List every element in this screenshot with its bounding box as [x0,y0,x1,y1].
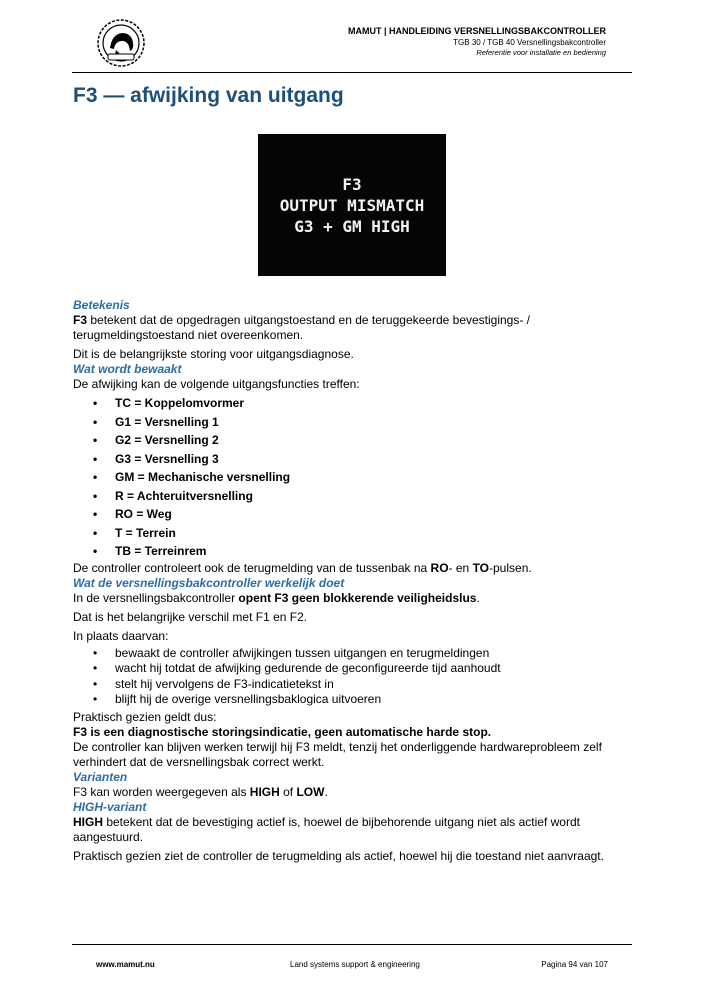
paragraph: F3 betekent dat de opgedragen uitgangstoestand en de teruggekeerde bevestigings- / terugmeldingstoestand niet overeenkomen. [73,313,531,342]
paragraph: Dit is de belangrijkste storing voor uitgangsdiagnose. [73,347,354,361]
section-heading-doet: Wat de versnellingsbakcontroller werkelijk doet [73,575,345,590]
list-item: • R = Achteruitversnelling [115,487,633,506]
paragraph: In de versnellingsbakcontroller opent F3 geen blokkerende veiligheidslus. [73,590,480,605]
header-title: MAMUT | HANDLEIDING VERSNELLINGSBAKCONTROLLER [347,26,606,36]
list-item: • RO = Weg [115,505,633,524]
behaviour-list [73,646,633,708]
list-item: • blijft hij de overige versnellingsbaklogica uitvoeren [115,692,633,708]
list-item: • T = Terrein [115,524,633,543]
section-heading-high: HIGH-variant [73,799,147,814]
list-item: • wacht hij totdat de afwijking gedurende de geconfigureerde tijd aanhoudt [115,661,633,677]
controller-display-image [258,134,446,276]
list-item: • TB = Terreinrem [115,542,633,561]
section-heading-bewaakt: Wat wordt bewaakt [73,362,182,376]
paragraph: F3 is een diagnostische storingsindicatie, geen automatische harde stop. [73,724,492,739]
paragraph: De afwijking kan de volgende uitgangsfuncties treffen: [73,377,360,391]
page-body [73,298,633,868]
list-item: • G3 = Versnelling 3 [115,450,633,469]
list-item: • G1 = Versnelling 1 [115,413,633,432]
header-divider [72,72,632,73]
display-line-2: OUTPUT MISMATCH [279,195,425,215]
paragraph: De controller controleert ook de terugmelding van de tussenbak na RO- en TO-pulsen. [73,560,532,575]
footer-center-text: Land systems support & engineering [290,960,420,969]
page-title: F3 — afwijking van uitgang [73,84,344,107]
paragraph: Praktisch gezien ziet de controller de terugmelding als actief, hoewel hij die toestand niet aanvraagt. [73,848,604,863]
mamut-logo-icon [96,18,146,68]
paragraph: Praktisch gezien geldt dus: [73,709,217,724]
list-item: • GM = Mechanische versnelling [115,468,633,487]
list-item: • TC = Koppelomvormer [115,394,633,413]
page-header [72,18,632,72]
section-heading-varianten: Varianten [73,769,128,784]
page-number: Pagina 94 van 107 [541,960,608,969]
footer-divider [72,944,632,945]
paragraph: De controller kan blijven werken terwijl hij F3 meldt, tenzij het onderliggende hardwareprobleem zelf verhindert dat de versnellingsbak correct werkt. [73,739,602,769]
header-tagline: Referentie voor installatie en bediening [476,48,606,57]
display-line-3: G3 + GM HIGH [294,216,410,236]
list-item: • stelt hij vervolgens de F3-indicatietekst in [115,677,633,693]
paragraph: In plaats daarvan: [73,628,169,643]
header-subtitle: TGB 30 / TGB 40 Versnellingsbakcontroller [453,38,606,47]
list-item: • bewaakt de controller afwijkingen tussen uitgangen en terugmeldingen [115,646,633,662]
display-line-1: F3 [342,174,362,194]
paragraph: Dat is het belangrijke verschil met F1 en F2. [73,609,308,624]
footer-website-link[interactable]: www.mamut.nu [96,960,155,969]
list-item: • G2 = Versnelling 2 [115,431,633,450]
paragraph: HIGH betekent dat de bevestiging actief is, hoewel de bijbehorende uitgang niet als actief wordt aangestuurd. [73,814,580,844]
paragraph: F3 kan worden weergegeven als HIGH of LOW. [73,784,328,799]
section-heading-betekenis: Betekenis [73,298,130,312]
output-function-list [73,394,633,561]
